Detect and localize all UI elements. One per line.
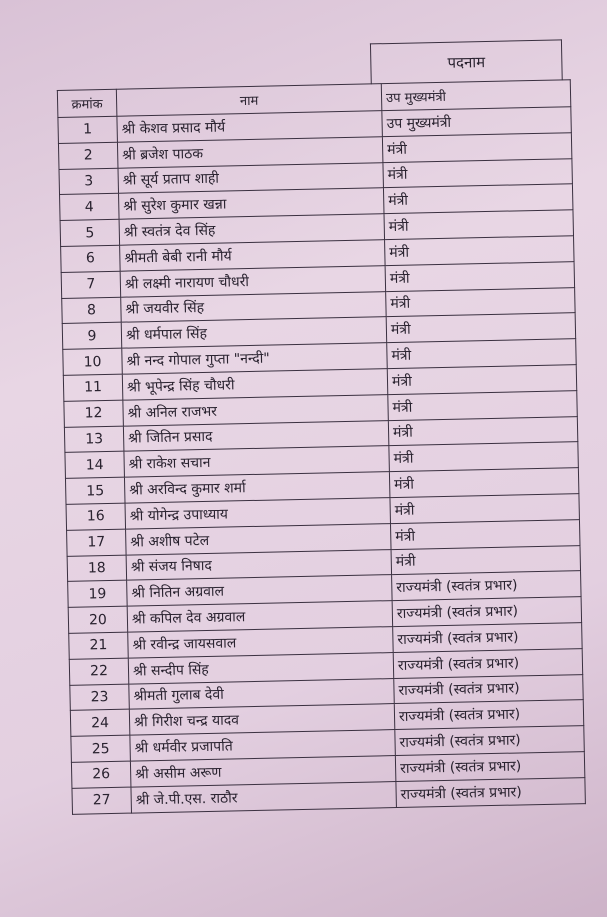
designation-cell: मंत्री	[385, 236, 574, 266]
serial-cell: 8	[62, 297, 122, 324]
serial-cell: 21	[69, 632, 129, 659]
serial-cell: 1	[58, 116, 118, 143]
serial-cell: 12	[64, 400, 124, 427]
name-cell: श्री धर्मपाल सिंह	[121, 317, 386, 348]
name-cell: श्री जयवीर सिंह	[121, 291, 386, 322]
designation-cell: राज्यमंत्री (स्वतंत्र प्रभार)	[392, 597, 581, 627]
serial-cell: 20	[68, 606, 128, 633]
name-cell: श्री नन्द गोपाल गुप्ता "नन्दी"	[122, 343, 387, 374]
serial-cell: 10	[63, 348, 123, 375]
name-column-header: नाम	[116, 84, 382, 117]
serial-cell: 26	[71, 761, 131, 788]
name-cell: श्रीमती गुलाब देवी	[129, 678, 394, 709]
designation-cell: मंत्री	[388, 416, 577, 446]
designation-cell: मंत्री	[383, 158, 572, 188]
minister-list-sheet	[56, 39, 578, 889]
name-cell: श्री कपिल देव अग्रवाल	[127, 601, 392, 632]
serial-cell: 27	[72, 787, 132, 814]
name-cell: श्री भूपेन्द्र सिंह चौधरी	[122, 369, 387, 400]
minister-table	[57, 79, 586, 814]
designation-cell: राज्यमंत्री (स्वतंत्र प्रभार)	[393, 648, 582, 678]
serial-cell: 25	[71, 735, 131, 762]
serial-cell: 22	[69, 658, 129, 685]
header-designation-cell: उप मुख्यमंत्री	[381, 80, 571, 111]
serial-cell: 7	[61, 271, 121, 298]
designation-cell: मंत्री	[386, 313, 575, 343]
table-body	[58, 107, 585, 814]
name-cell: श्री सुरेश कुमार खन्ना	[119, 188, 384, 219]
name-cell: श्री योगेन्द्र उपाध्याय	[125, 498, 390, 529]
serial-cell: 9	[62, 323, 122, 350]
serial-cell: 19	[68, 580, 128, 607]
name-cell: श्री ब्रजेश पाठक	[117, 136, 382, 167]
designation-cell: राज्यमंत्री (स्वतंत्र प्रभार)	[393, 623, 582, 653]
serial-cell: 5	[60, 219, 120, 246]
designation-column-header: पदनाम	[370, 39, 563, 84]
designation-cell: मंत्री	[389, 468, 578, 498]
designation-cell: मंत्री	[390, 519, 579, 549]
designation-cell: मंत्री	[384, 210, 573, 240]
designation-cell: मंत्री	[385, 261, 574, 291]
name-cell: श्री स्वतंत्र देव सिंह	[119, 214, 384, 245]
serial-cell: 16	[66, 503, 126, 530]
designation-cell: राज्यमंत्री (स्वतंत्र प्रभार)	[395, 726, 584, 756]
serial-column-header: क्रमांक	[57, 89, 117, 117]
designation-cell: मंत्री	[383, 184, 572, 214]
serial-cell: 15	[65, 477, 125, 504]
designation-cell: राज्यमंत्री (स्वतंत्र प्रभार)	[392, 571, 581, 601]
name-cell: श्री संजय निषाद	[126, 549, 391, 580]
serial-cell: 13	[64, 426, 124, 453]
name-cell: श्री राकेश सचान	[124, 446, 389, 477]
designation-cell: राज्यमंत्री (स्वतंत्र प्रभार)	[394, 674, 583, 704]
name-cell: श्री सन्दीप सिंह	[128, 652, 393, 683]
designation-cell: मंत्री	[391, 545, 580, 575]
name-cell: श्री जे.पी.एस. राठौर	[131, 781, 396, 812]
name-cell: श्री नितिन अग्रवाल	[127, 575, 392, 606]
name-cell: श्री अशीष पटेल	[126, 523, 391, 554]
name-cell: श्री गिरीश चन्द्र यादव	[129, 704, 394, 735]
serial-cell: 11	[63, 374, 123, 401]
name-cell: श्री धर्मवीर प्रजापति	[130, 730, 395, 761]
serial-cell: 14	[65, 452, 125, 479]
designation-cell: मंत्री	[382, 133, 571, 163]
serial-cell: 6	[61, 245, 121, 272]
name-cell: श्री अरविन्द कुमार शर्मा	[124, 472, 389, 503]
serial-cell: 17	[67, 529, 127, 556]
name-cell: श्री लक्ष्मी नारायण चौधरी	[120, 265, 385, 296]
designation-cell: मंत्री	[387, 339, 576, 369]
name-cell: श्री जितिन प्रसाद	[123, 420, 388, 451]
designation-cell: मंत्री	[390, 494, 579, 524]
serial-cell: 4	[60, 194, 120, 221]
designation-cell: मंत्री	[387, 365, 576, 395]
designation-cell: मंत्री	[388, 390, 577, 420]
designation-cell: राज्यमंत्री (स्वतंत्र प्रभार)	[395, 752, 584, 782]
designation-cell: मंत्री	[389, 442, 578, 472]
name-cell: श्री अनिल राजभर	[123, 394, 388, 425]
serial-cell: 18	[67, 555, 127, 582]
name-cell: श्री रवीन्द्र जायसवाल	[128, 627, 393, 658]
name-cell: श्री केशव प्रसाद मौर्य	[117, 111, 382, 142]
designation-cell: मंत्री	[386, 287, 575, 317]
serial-cell: 2	[58, 142, 118, 169]
serial-cell: 3	[59, 168, 119, 195]
name-cell: श्री असीम अरूण	[130, 755, 395, 786]
designation-cell: उप मुख्यमंत्री	[382, 107, 571, 137]
serial-cell: 23	[70, 684, 130, 711]
name-cell: श्री सूर्य प्रताप शाही	[118, 162, 383, 193]
name-cell: श्रीमती बेबी रानी मौर्य	[120, 240, 385, 271]
designation-cell: राज्यमंत्री (स्वतंत्र प्रभार)	[394, 700, 583, 730]
serial-cell: 24	[70, 709, 130, 736]
designation-cell: राज्यमंत्री (स्वतंत्र प्रभार)	[396, 777, 585, 807]
